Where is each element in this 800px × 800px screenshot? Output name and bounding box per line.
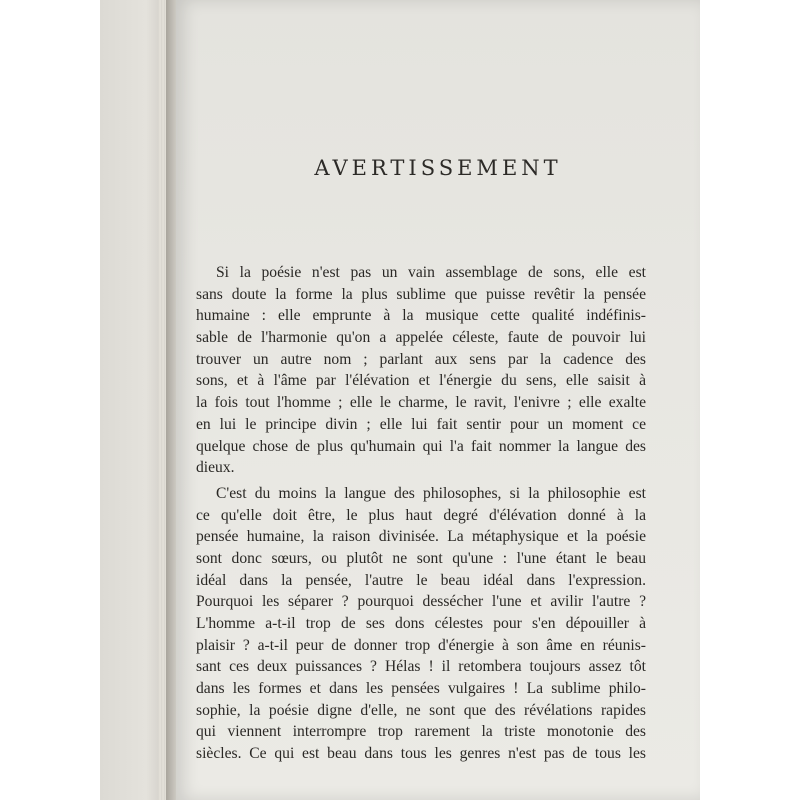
text-line: sophie, la poésie digne d'elle, ne sont que des révélations rapides: [196, 701, 646, 719]
paragraph-1: [196, 262, 646, 479]
text-line: Si la poésie n'est pas un vain assemblage de sons, elle est: [216, 264, 646, 281]
page-title: AVERTISSEMENT: [314, 156, 562, 180]
text-line: Pourquoi les séparer ? pourquoi dessécher l'une et avilir l'autre ?: [196, 593, 646, 611]
text-line: idéal dans la pensée, l'autre le beau idéal dans l'expression.: [196, 571, 646, 589]
background: [700, 0, 800, 800]
text-line: dans les formes et dans les pensées vulgaires ! La sublime philo-: [196, 680, 646, 698]
text-line: dieux.: [196, 459, 235, 477]
text-line: L'homme a-t-il trop de ses dons célestes pour s'en dépouiller à: [196, 615, 646, 632]
text-line: sable de l'harmonie qu'on a appelée céleste, faute de pouvoir lui: [196, 329, 646, 347]
text-line: plaisir ? a-t-il peur de donner trop d'énergie à son âme en réunis-: [196, 636, 646, 654]
text-line: qui viennent interrompre trop rarement la triste monotonie des: [196, 723, 646, 741]
left-page: [100, 0, 166, 800]
text-line: humaine : elle emprunte à la musique cette qualité indéfinis-: [196, 307, 646, 325]
body-text: [196, 262, 646, 765]
text-line: siècles. Ce qui est beau dans tous les genres n'est pas de tous les: [196, 745, 646, 763]
text-line: sons, et à l'âme par l'élévation et l'énergie du sens, elle saisit à: [196, 372, 646, 390]
text-line: pensée humaine, la raison divinisée. La métaphysique et la poésie: [196, 528, 646, 546]
text-line: la fois tout l'homme ; elle le charme, le ravit, l'enivre ; elle exalte: [196, 394, 646, 412]
text-line: trouver un autre nom ; parlant aux sens par la cadence des: [196, 350, 646, 368]
text-line: sont donc sœurs, ou plutôt ne sont qu'une : l'une étant le beau: [196, 549, 646, 567]
text-line: sant ces deux puissances ? Hélas ! il retombera toujours assez tôt: [196, 658, 646, 676]
text-line: ce qu'elle doit être, le plus haut degré d'élévation donné à la: [196, 506, 646, 524]
paragraph-2: [196, 483, 646, 765]
text-line: en lui le principe divin ; elle lui fait sentir pour un moment ce: [196, 415, 646, 433]
text-line: C'est du moins la langue des philosophes, si la philosophie est: [216, 484, 646, 502]
right-page: [176, 0, 700, 800]
text-line: sans doute la forme la plus sublime que puisse revêtir la pensée: [196, 285, 646, 303]
text-line: quelque chose de plus qu'humain qui l'a fait nommer la langue des: [196, 437, 646, 455]
